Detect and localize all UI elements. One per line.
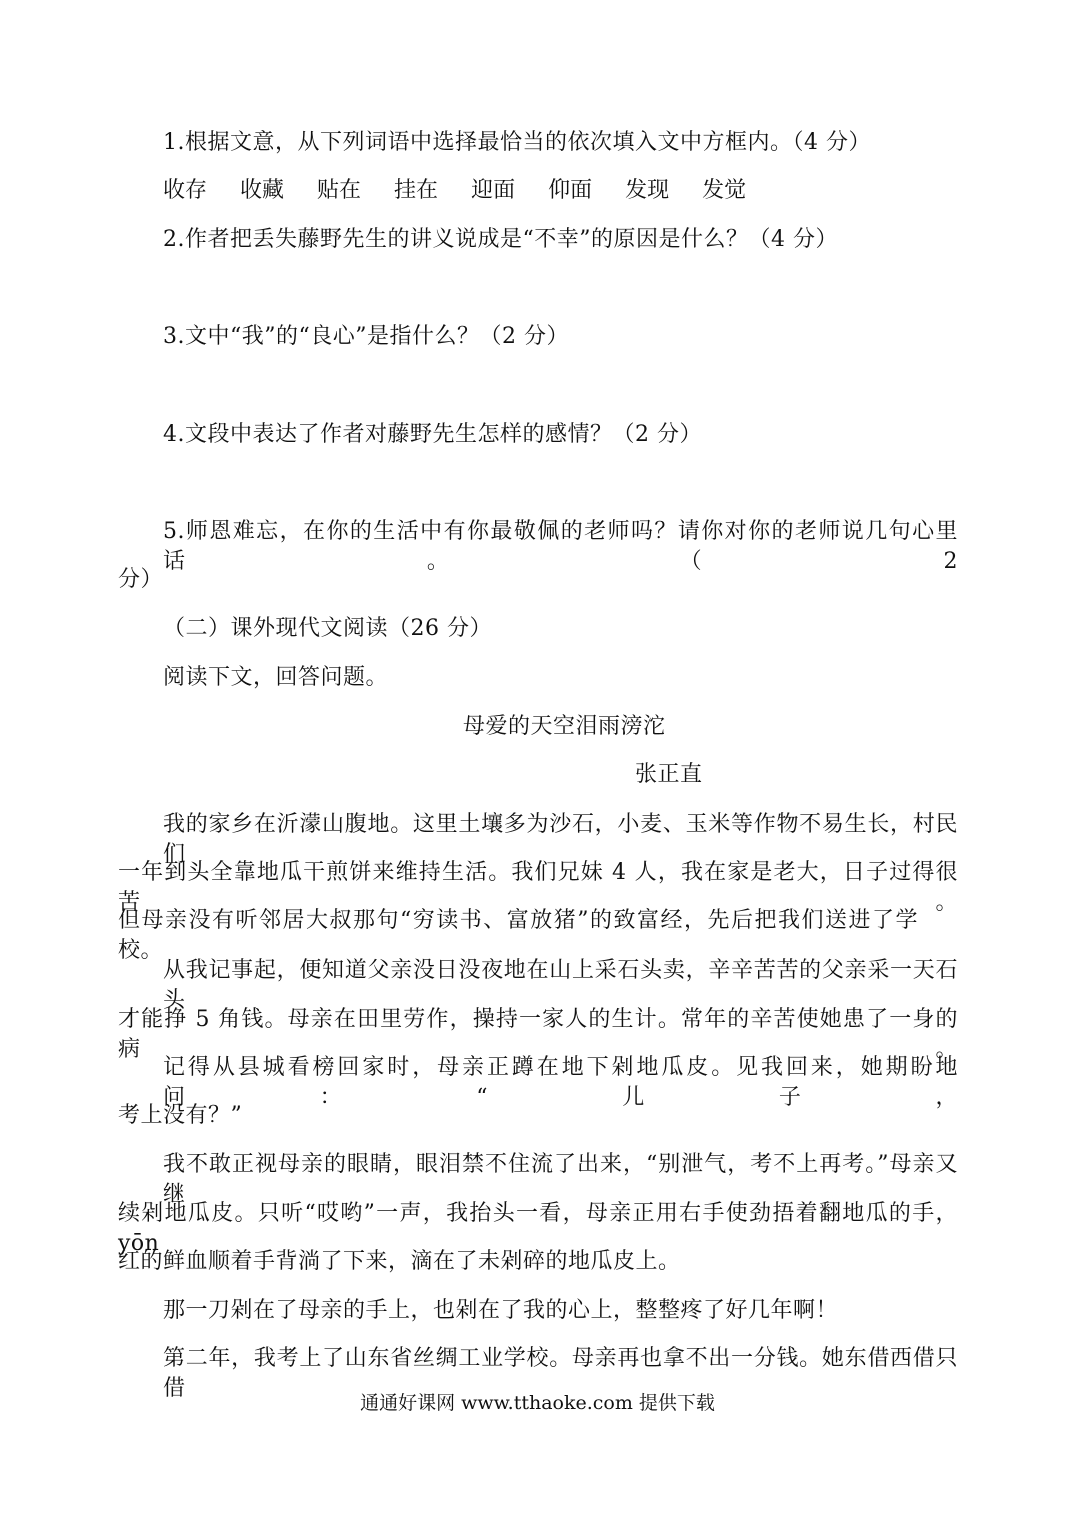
word-choice: 挂在 (394, 178, 439, 203)
question-4: 4.文段中表达了作者对藤野先生怎样的感情？（2 分） (163, 422, 702, 447)
article-line: 一年到头全靠地瓜干煎饼来维持生活。我们兄妹 4 人，我在家是老大，日子过得很苦。 (118, 860, 958, 915)
section-heading: （二）课外现代文阅读（26 分） (163, 616, 492, 641)
word-choice: 收存 (163, 178, 208, 203)
article-line: 记得从县城看榜回家时，母亲正蹲在地下剁地瓜皮。见我回来，她期盼地问：“儿子， (163, 1055, 958, 1110)
article-line: 红的鲜血顺着手背淌了下来，滴在了未剁碎的地瓜皮上。 (118, 1249, 681, 1274)
article-author: 张正直 (635, 762, 703, 787)
word-choice: 收藏 (240, 178, 285, 203)
article-line: 但母亲没有听邻居大叔那句“穷读书、富放猪”的致富经，先后把我们送进了学校。 (118, 908, 918, 963)
word-choice: 迎面 (471, 178, 516, 203)
question-5-line-2: 分） (118, 567, 164, 592)
article-title: 母爱的天空泪雨滂沱 (463, 714, 666, 739)
article-line: 才能挣 5 角钱。母亲在田里劳作，操持一家人的生计。常年的辛苦使她患了一身的病。 (118, 1007, 958, 1062)
article-line: 考上没有？” (118, 1103, 243, 1128)
word-choice: 仰面 (548, 178, 593, 203)
question-5-line-1: 5.师恩难忘，在你的生活中有你最敬佩的老师吗？请你对你的老师说几句心里话。（2 (163, 519, 958, 574)
article-line: 第二年，我考上了山东省丝绸工业学校。母亲再也拿不出一分钱。她东借西借只借 (163, 1346, 958, 1401)
question-3: 3.文中“我”的“良心”是指什么？（2 分） (163, 324, 569, 349)
article-line: 那一刀剁在了母亲的手上，也剁在了我的心上，整整疼了好几年啊！ (163, 1298, 839, 1323)
article-line: 我的家乡在沂濛山腹地。这里土壤多为沙石，小麦、玉米等作物不易生长，村民们 (163, 812, 958, 867)
word-choice: 发现 (625, 178, 670, 203)
word-choices (163, 176, 772, 206)
article-line: 我不敢正视母亲的眼睛，眼泪禁不住流了出来，“别泄气，考不上再考。”母亲又继 (163, 1152, 958, 1207)
question-1: 1.根据文意，从下列词语中选择最恰当的依次填入文中方框内。（4 分） (163, 130, 871, 155)
page-footer: 通通好课网 www.tthaoke.com 提供下载 (360, 1392, 715, 1414)
question-2: 2.作者把丢失藤野先生的讲义说成是“不幸”的原因是什么？（4 分） (163, 227, 838, 252)
article-line: 从我记事起，便知道父亲没日没夜地在山上采石头卖，辛辛苦苦的父亲采一天石头 (163, 958, 958, 1013)
article-line: 续剁地瓜皮。只听“哎哟”一声，我抬头一看，母亲正用右手使劲捂着翻地瓜的手，yōn (118, 1201, 958, 1256)
word-choice: 贴在 (317, 178, 362, 203)
word-choice: 发觉 (702, 178, 747, 203)
section-instruction: 阅读下文，回答问题。 (163, 665, 389, 690)
